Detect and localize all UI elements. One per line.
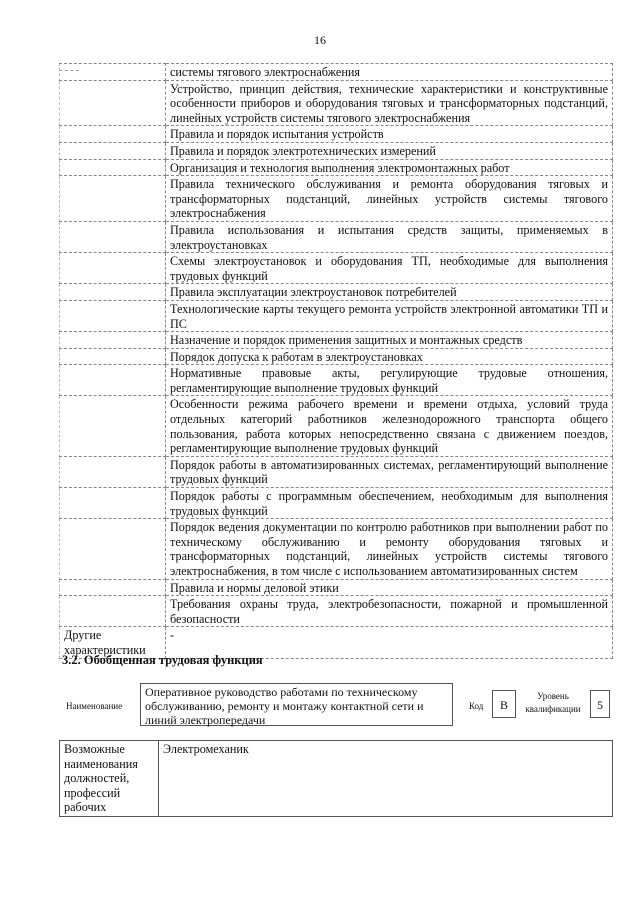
knowledge-row	[60, 126, 613, 143]
other-characteristics-label: Другие характеристики	[60, 627, 166, 658]
knowledge-item: Порядок работы в автоматизированных системах, регламентирующий выполнение трудовых функций	[166, 456, 613, 487]
knowledge-row	[60, 456, 613, 487]
knowledge-left-cell	[60, 596, 166, 627]
knowledge-left-cell	[60, 365, 166, 396]
section-heading: 3.2. Обобщенная трудовая функция	[62, 653, 263, 667]
knowledge-row	[60, 300, 613, 331]
knowledge-row	[60, 579, 613, 596]
knowledge-row	[60, 284, 613, 301]
knowledge-left-cell	[60, 159, 166, 176]
positions-table	[59, 740, 613, 817]
knowledge-left-cell	[60, 488, 166, 519]
knowledge-item: Правила и порядок испытания устройств	[166, 126, 613, 143]
positions-value: Электромеханик	[159, 741, 613, 817]
knowledge-row	[60, 142, 613, 159]
knowledge-item: Технологические карты текущего ремонта устройств электронной автоматики ТП и ПС	[166, 300, 613, 331]
name-label: Наименование	[66, 701, 123, 711]
knowledge-item: Организация и технология выполнения электромонтажных работ	[166, 159, 613, 176]
knowledge-row	[60, 80, 613, 126]
knowledge-left-cell	[60, 221, 166, 252]
knowledge-left-cell	[60, 80, 166, 126]
knowledge-left-cell	[60, 396, 166, 456]
knowledge-left-cell	[60, 348, 166, 365]
knowledge-row	[60, 348, 613, 365]
knowledge-left-cell	[60, 332, 166, 349]
knowledge-left-cell	[60, 284, 166, 301]
knowledge-item: Требования охраны труда, электробезопасности, пожарной и промышленной безопасности	[166, 596, 613, 627]
knowledge-item: Устройство, принцип действия, технические характеристики и конструктивные особенности приборов и оборудования тяговых и трансформаторных подстанций, линейных устройств системы тягового электроснабжения	[166, 80, 613, 126]
knowledge-table	[59, 63, 613, 659]
knowledge-row	[60, 488, 613, 519]
knowledge-row	[60, 64, 613, 81]
knowledge-item: Порядок работы с программным обеспечением, необходимым для выполнения трудовых функций	[166, 488, 613, 519]
knowledge-item: системы тягового электроснабжения	[166, 64, 613, 81]
knowledge-row	[60, 365, 613, 396]
code-box: В	[492, 690, 516, 718]
knowledge-item: Порядок ведения документации по контролю работников при выполнении работ по техническому обслуживанию и ремонту оборудования тяговых и трансформаторных подстанций, линейных устройств системы тягового электроснабжения, в том числе с использованием автоматизированных систем	[166, 519, 613, 579]
knowledge-item: Правила эксплуатации электроустановок потребителей	[166, 284, 613, 301]
knowledge-row	[60, 332, 613, 349]
knowledge-item: Особенности режима рабочего времени и времени отдыха, условий труда отдельных категорий работников железнодорожного транспорта общего пользования, работа которых непосредственно связана с движением поездов, регламентирующие выполнение трудовых функций	[166, 396, 613, 456]
other-characteristics-value: -	[166, 627, 613, 658]
knowledge-left-cell	[60, 64, 166, 81]
knowledge-item: Назначение и порядок применения защитных и монтажных средств	[166, 332, 613, 349]
knowledge-left-cell	[60, 579, 166, 596]
page-number: 16	[314, 33, 326, 47]
knowledge-left-cell	[60, 126, 166, 143]
knowledge-row	[60, 176, 613, 222]
positions-row	[60, 741, 613, 817]
knowledge-row	[60, 159, 613, 176]
level-label: Уровень квалификации	[525, 691, 581, 714]
knowledge-item: Правила и нормы деловой этики	[166, 579, 613, 596]
level-box: 5	[590, 690, 610, 718]
knowledge-row	[60, 519, 613, 579]
knowledge-row	[60, 253, 613, 284]
knowledge-item: Правила использования и испытания средств защиты, применяемых в электроустановках	[166, 221, 613, 252]
knowledge-row	[60, 396, 613, 456]
knowledge-item: Правила технического обслуживания и ремонта оборудования тяговых и трансформаторных подстанций, линейных устройств системы тягового электроснабжения	[166, 176, 613, 222]
knowledge-left-cell	[60, 519, 166, 579]
knowledge-left-cell	[60, 142, 166, 159]
positions-label: Возможные наименования должностей, профессий рабочих	[60, 741, 159, 817]
knowledge-row	[60, 221, 613, 252]
function-name-box: Оперативное руководство работами по техническому обслуживанию, ремонту и монтажу контактной сети и линий электропередачи	[140, 683, 453, 726]
knowledge-item: Порядок допуска к работам в электроустановках	[166, 348, 613, 365]
knowledge-item: Правила и порядок электротехнических измерений	[166, 142, 613, 159]
knowledge-left-cell	[60, 176, 166, 222]
knowledge-left-cell	[60, 456, 166, 487]
knowledge-row	[60, 596, 613, 627]
knowledge-item: Нормативные правовые акты, регулирующие трудовые отношения, регламентирующие выполнение трудовых функций	[166, 365, 613, 396]
knowledge-item: Схемы электроустановок и оборудования ТП, необходимые для выполнения трудовых функций	[166, 253, 613, 284]
code-label: Код	[469, 701, 484, 711]
knowledge-left-cell	[60, 253, 166, 284]
knowledge-left-cell	[60, 300, 166, 331]
